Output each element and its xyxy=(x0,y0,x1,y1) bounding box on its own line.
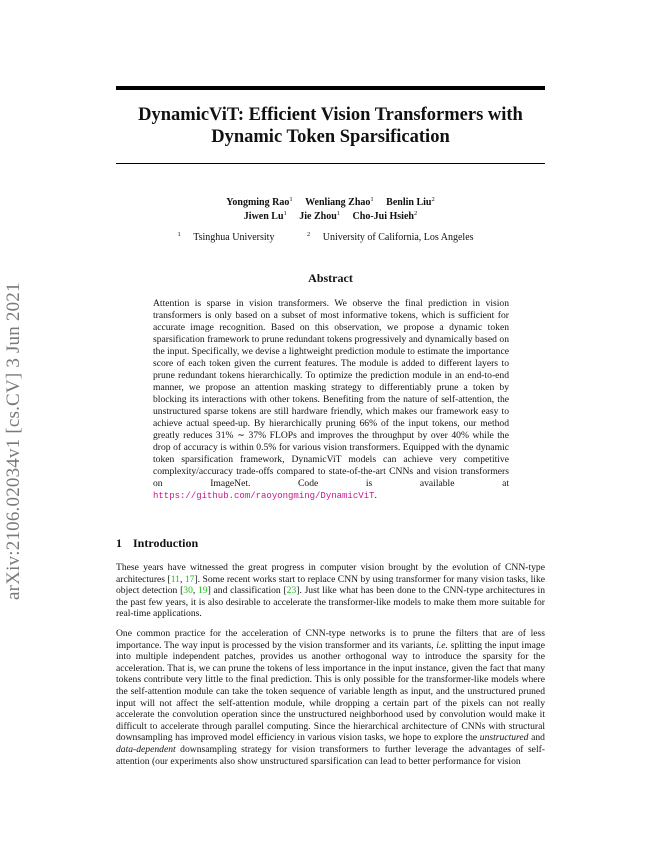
abstract-body: Attention is sparse in vision transformers. We observe the final prediction in vision transformers is only based on a subset of most informative tokens, which is sufficient for accurate image recognition. Based on this observation, we propose a dynamic token sparsification framework to prune redundant tokens progressively and dynamically based on the input. Specifically, we devise a lightweight prediction module to estimate the importance score of each token given the current features. The module is added to different layers to prune redundant tokens hierarchically. To optimize the prediction module in an end-to-end manner, we propose an attention masking strategy to differentiably prune a token by blocking its interactions with other tokens. Benefiting from the nature of self-attention, the unstructured sparse tokens are still hardware friendly, which makes our framework easy to achieve actual speed-up. By hierarchically pruning 66% of the input tokens, our method greatly reduces 31% ∼ 37% FLOPs and improves the throughput by over 40% while the drop of accuracy is within 0.5% for various vision transformers. Equipped with the dynamic token sparsification framework, DynamicViT models can achieve very competitive complexity/accuracy trade-offs compared to state-of-the-art CNNs and vision transformers on ImageNet. Code is available at https://github.com/raoyongming/DynamicViT. xyxy=(153,298,509,501)
title-top-rule xyxy=(116,86,545,90)
section-title: Introduction xyxy=(133,536,199,550)
paper-title xyxy=(116,104,545,148)
citation-link[interactable]: 11 xyxy=(170,573,180,585)
arxiv-identifier-stamp: arXiv:2106.02034v1 [cs.CV] 3 Jun 2021 xyxy=(3,282,24,600)
title-line-2: Dynamic Token Sparsification xyxy=(211,127,450,147)
author-name: Cho-Jui Hsieh$^2$ xyxy=(352,210,418,222)
abstract-heading: Abstract xyxy=(308,271,353,285)
intro-paragraph-1: These years have witnessed the great progress in computer vision brought by the evolution of CNN-type architectures [11, 17]. Some recent works start to replace CNN by using transformer for many vision tasks, like object detection [30, 19] and classification [23]. Just like what has been done to the CNN-type architectures in the past few years, it is also desirable to accelerate the transformer-like models to make them more suitable for real-time applications. xyxy=(116,562,546,620)
section-heading-introduction xyxy=(116,536,198,551)
citation-link[interactable]: 19 xyxy=(198,585,208,597)
abstract-text: Attention is sparse in vision transformers. We observe the final prediction in vision transformers is only based on a subset of most informative tokens, which is sufficient for accurate image recognition. Based on this observation, we propose a dynamic token sparsification framework to prune redundant tokens progressively and dynamically based on the input. Specifically, we devise a lightweight prediction module to estimate the importance score of each token given the current features. The module is added to different layers to prune redundant tokens hierarchically. To optimize the prediction module in an end-to-end manner, we propose an attention masking strategy to differentiably prune a token by blocking its interactions with other tokens. Benefiting from the nature of self-attention, the unstructured sparse tokens are still hardware friendly, which makes our framework easy to achieve actual speed-up. By hierarchically pruning 66% of the input tokens, our method greatly reduces 31% ∼ 37% FLOPs and improves the throughput by over 40% while the drop of accuracy is within 0.5% for various vision transformers. Equipped with the dynamic token sparsification framework, DynamicViT models can achieve very competitive complexity/accuracy trade-offs compared to state-of-the-art CNNs and vision transformers on ImageNet. Code is available at xyxy=(153,298,509,489)
code-url-link[interactable]: https://github.com/raoyongming/DynamicViT xyxy=(153,491,375,501)
author-name: Jie Zhou$^1$ xyxy=(299,210,341,222)
author-name: Benlin Liu$^2$ xyxy=(386,196,435,208)
author-list-row-2 xyxy=(116,207,545,224)
author-name: Jiwen Lu$^1$ xyxy=(243,210,287,222)
citation-link[interactable]: 30 xyxy=(183,585,193,597)
author-name: Wenliang Zhao$^1$ xyxy=(305,196,374,208)
title-line-1: DynamicViT: Efficient Vision Transformers with xyxy=(138,105,523,125)
affiliations xyxy=(116,228,545,245)
section-number: 1 xyxy=(116,536,122,550)
citation-link[interactable]: 23 xyxy=(286,585,297,597)
citation-link[interactable]: 17 xyxy=(184,573,195,585)
title-bottom-rule xyxy=(116,163,545,164)
affiliation-item: $^2$ University of California, Los Angeles xyxy=(306,231,474,243)
intro-paragraph-2: One common practice for the acceleration of CNN-type networks is to prune the filters that are of less importance. The way input is processed by the vision transformer and its variants, i.e. splitting the input image into multiple independent patches, provides us another orthogonal way to introduce the sparsity for the acceleration. That is, we can prune the tokens of less importance in the input instance, given the fact that many tokens contribute very little to the final prediction. This is only possible for the transformer-like models where the self-attention module can take the token sequence of variable length as input, and the unstructured pruned input will not affect the self-attention module, while dropping a certain part of the pixels can not really accelerate the convolution operation since the unstructured neighborhood used by convolution would make it difficult to accelerate through parallel computing. Since the hierarchical architecture of CNNs with structural downsampling has improved model efficiency in various vision tasks, we hope to explore the unstructured and data-dependent downsampling strategy for vision transformers to further leverage the advantages of self-attention (our experiments also show unstructured sparsification can lead to better performance for vision xyxy=(116,628,545,767)
affiliation-item: $^1$ Tsinghua University xyxy=(177,231,275,243)
author-name: Yongming Rao$^1$ xyxy=(226,196,293,208)
